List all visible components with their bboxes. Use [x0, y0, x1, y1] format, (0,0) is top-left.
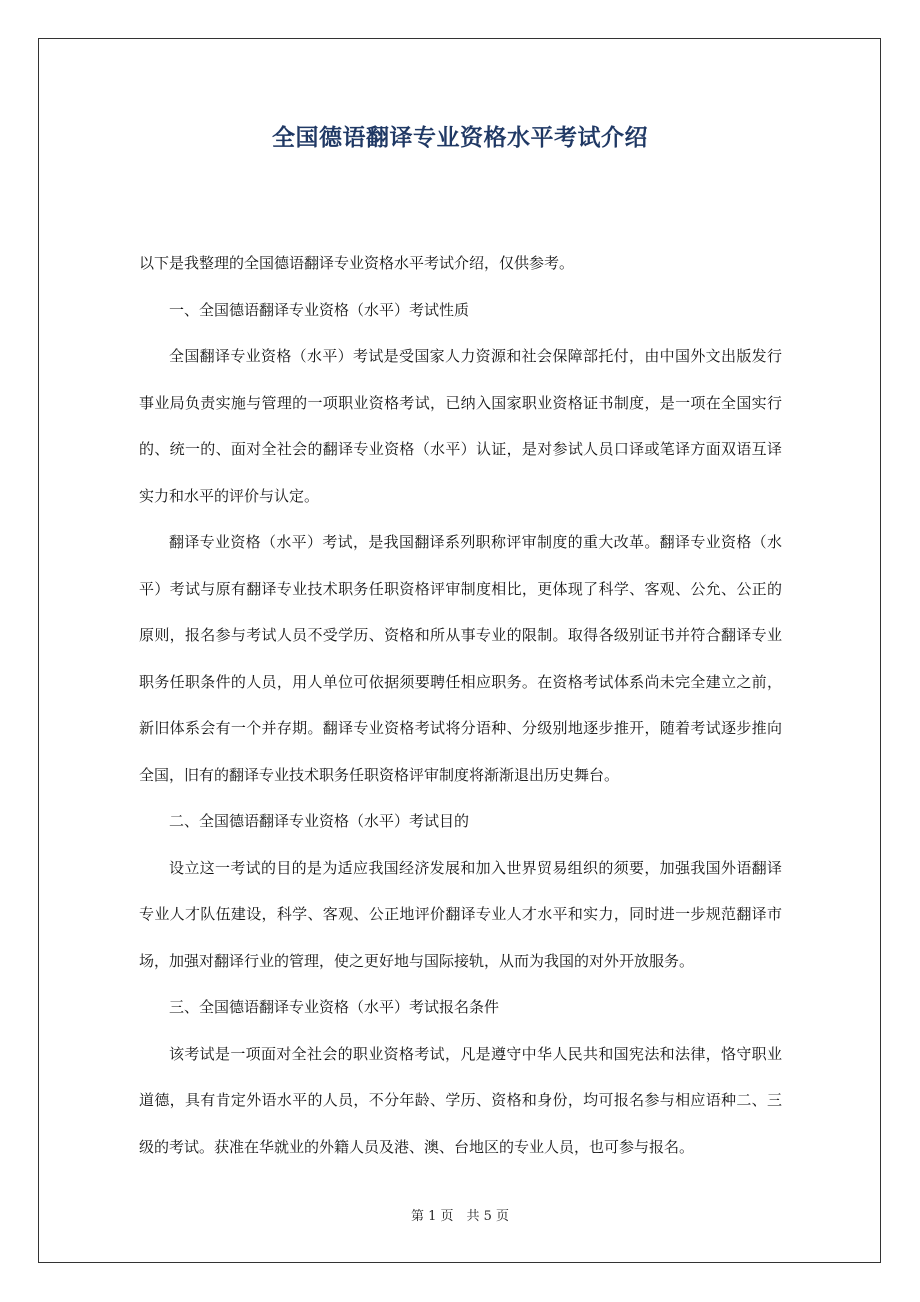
- page-number: 第 1 页 共 5 页: [410, 1209, 510, 1224]
- document-body: [139, 240, 782, 1170]
- body-paragraph: 翻译专业资格（水平）考试，是我国翻译系列职称评审制度的重大改革。翻译专业资格（水平）考试与原有翻译专业技术职务任职资格评审制度相比，更体现了科学、客观、公允、公正的原则，报名参与考试人员不受学历、资格和所从事专业的限制。取得各级别证书并符合翻译专业职务任职条件的人员，用人单位可依据须要聘任相应职务。在资格考试体系尚未完全建立之前，新旧体系会有一个并存期。翻译专业资格考试将分语种、分级别地逐步推开，随着考试逐步推向全国，旧有的翻译专业技术职务任职资格评审制度将渐渐退出历史舞台。: [139, 533, 782, 784]
- body-paragraph: 该考试是一项面对全社会的职业资格考试，凡是遵守中华人民共和国宪法和法律，恪守职业道德，具有肯定外语水平的人员，不分年龄、学历、资格和身份，均可报名参与相应语种二、三级的考试。获准在华就业的外籍人员及港、澳、台地区的专业人员，也可参与报名。: [139, 1044, 782, 1156]
- body-paragraph: 全国翻译专业资格（水平）考试是受国家人力资源和社会保障部托付，由中国外文出版发行事业局负责实施与管理的一项职业资格考试，已纳入国家职业资格证书制度，是一项在全国实行的、统一的、面对全社会的翻译专业资格（水平）认证，是对参试人员口译或笔译方面双语互译实力和水平的评价与认定。: [139, 347, 782, 505]
- body-paragraph: 设立这一考试的目的是为适应我国经济发展和加入世界贸易组织的须要，加强我国外语翻译专业人才队伍建设，科学、客观、公正地评价翻译专业人才水平和实力，同时进一步规范翻译市场，加强对翻译行业的管理，使之更好地与国际接轨，从而为我国的对外开放服务。: [139, 858, 782, 970]
- document-title: 全国德语翻译专业资格水平考试介绍: [272, 125, 648, 151]
- section-heading-2: 二、全国德语翻译专业资格（水平）考试目的: [169, 812, 470, 830]
- intro-paragraph: 以下是我整理的全国德语翻译专业资格水平考试介绍，仅供参考。: [139, 254, 575, 272]
- section-heading-1: 一、全国德语翻译专业资格（水平）考试性质: [169, 300, 470, 319]
- section-heading-3: 三、全国德语翻译专业资格（水平）考试报名条件: [169, 998, 500, 1016]
